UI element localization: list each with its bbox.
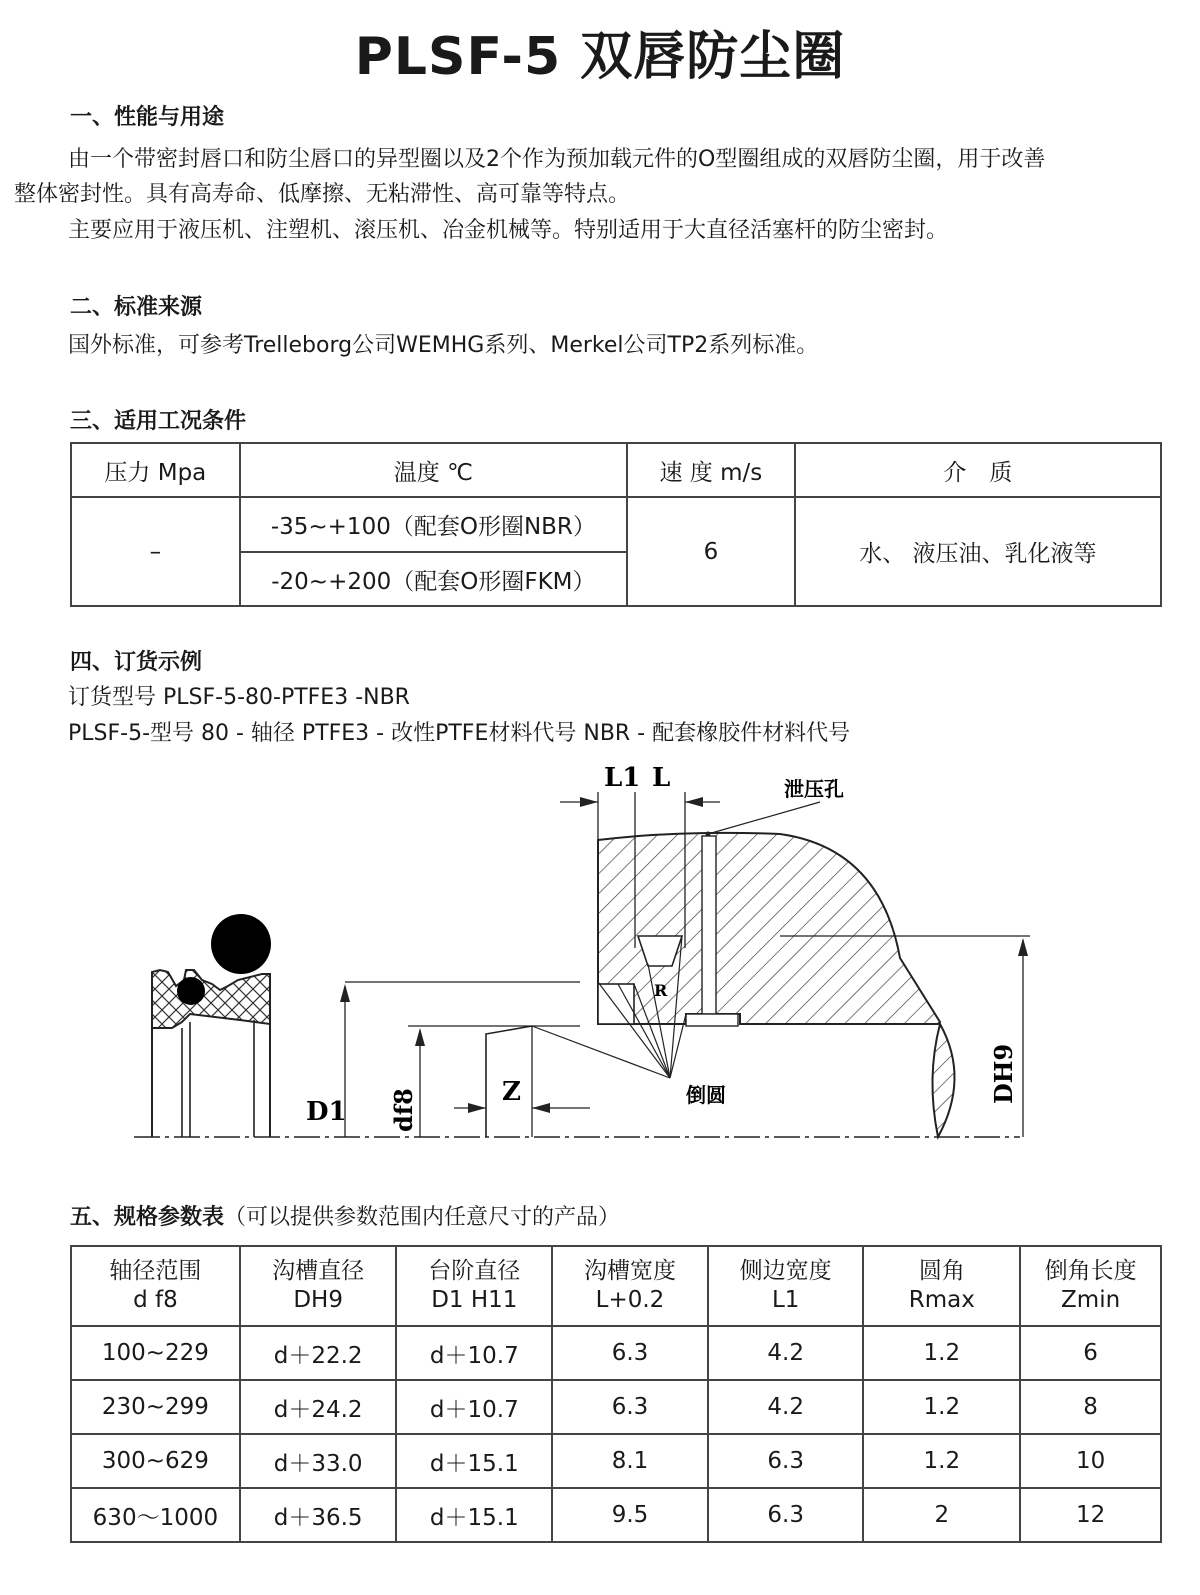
temperature-nbr: -35~+100（配套O形圈NBR） xyxy=(240,497,627,552)
table-cell: d＋15.1 xyxy=(396,1434,552,1488)
table-cell: 1.2 xyxy=(863,1434,1020,1488)
seal-profile xyxy=(152,914,271,1137)
label-chamfer: 倒圆 xyxy=(686,1083,726,1107)
table-cell: 630～1000 xyxy=(71,1488,240,1542)
table-cell: 1.2 xyxy=(863,1380,1020,1434)
table-cell: 4.2 xyxy=(708,1380,864,1434)
table-cell: d＋10.7 xyxy=(396,1380,552,1434)
table-row xyxy=(71,1326,1161,1380)
spec-col-header xyxy=(396,1246,552,1326)
spec-table xyxy=(70,1245,1162,1543)
table-cell: 230~299 xyxy=(71,1380,240,1434)
section5-note: （可以提供参数范围内任意尺寸的产品） xyxy=(224,1205,621,1230)
spec-col-header-line1: 圆角 xyxy=(918,1258,965,1284)
table-cell: 100~229 xyxy=(71,1326,240,1380)
medium-value: 水、 液压油、乳化液等 xyxy=(795,497,1161,606)
table-row xyxy=(71,1434,1161,1488)
conditions-table xyxy=(70,442,1162,607)
section5-heading xyxy=(70,1200,620,1231)
spec-col-header-line1: 台阶直径 xyxy=(428,1258,521,1284)
col-header-medium: 介 质 xyxy=(795,443,1161,497)
spec-col-header-line2: D1 H11 xyxy=(431,1287,518,1313)
table-cell: 8 xyxy=(1020,1380,1161,1434)
pressure-value: – xyxy=(71,497,240,606)
table-cell: d＋22.2 xyxy=(240,1326,397,1380)
table-cell: 4.2 xyxy=(708,1326,864,1380)
spec-col-header xyxy=(552,1246,708,1326)
o-ring-small xyxy=(177,977,205,1005)
section1-para1-line1: 由一个带密封唇口和防尘唇口的异型圈以及2个作为预加载元件的O型圈组成的双唇防尘圈，用于改善 xyxy=(68,147,1046,172)
section3-heading: 三、适用工况条件 xyxy=(70,409,247,434)
spec-col-header-line2: Zmin xyxy=(1061,1287,1121,1313)
section5-title: 五、规格参数表 xyxy=(70,1205,225,1230)
order-example-line2: PLSF-5-型号 80 - 轴径 PTFE3 - 改性PTFE材料代号 NBR - 配套橡胶件材料代号 xyxy=(68,721,851,746)
spec-col-header-line1: 倒角长度 xyxy=(1044,1258,1137,1284)
spec-col-header-line2: L+0.2 xyxy=(595,1287,665,1313)
col-header-speed: 速 度 m/s xyxy=(627,443,795,497)
page-title: PLSF-5 双唇防尘圈 xyxy=(354,27,846,87)
spec-col-header xyxy=(240,1246,397,1326)
table-cell: 300~629 xyxy=(71,1434,240,1488)
spec-col-header-line2: L1 xyxy=(771,1287,800,1313)
table-cell: 1.2 xyxy=(863,1326,1020,1380)
table-cell: d＋33.0 xyxy=(240,1434,397,1488)
table-cell: 6.3 xyxy=(708,1488,864,1542)
table-cell: d＋10.7 xyxy=(396,1326,552,1380)
spec-col-header-line2: DH9 xyxy=(293,1287,343,1313)
label-df8: df8 xyxy=(389,1088,418,1132)
spec-col-header-line1: 沟槽直径 xyxy=(272,1258,365,1284)
section1-heading: 一、性能与用途 xyxy=(70,105,225,130)
table-cell: 9.5 xyxy=(552,1488,708,1542)
label-DH9: DH9 xyxy=(989,1043,1018,1104)
label-L1: L1 xyxy=(604,763,641,793)
table-cell: 10 xyxy=(1020,1434,1161,1488)
table-cell: 6.3 xyxy=(708,1434,864,1488)
section4-heading: 四、订货示例 xyxy=(70,650,203,675)
section1-para1-line2: 整体密封性。具有高寿命、低摩擦、无粘滞性、高可靠等特点。 xyxy=(14,182,631,207)
table-row xyxy=(71,1488,1161,1542)
spec-col-header xyxy=(71,1246,240,1326)
section2-heading: 二、标准来源 xyxy=(70,295,203,320)
spec-col-header-line1: 侧边宽度 xyxy=(739,1258,832,1284)
table-cell: d＋24.2 xyxy=(240,1380,397,1434)
spec-col-header-line2: Rmax xyxy=(908,1287,975,1313)
temperature-fkm: -20~+200（配套O形圈FKM） xyxy=(240,552,627,606)
col-header-temperature: 温度 ℃ xyxy=(240,443,627,497)
label-D1: D1 xyxy=(306,1097,347,1127)
spec-col-header xyxy=(1020,1246,1161,1326)
table-row xyxy=(71,1380,1161,1434)
table-cell: 12 xyxy=(1020,1488,1161,1542)
speed-value: 6 xyxy=(627,497,795,606)
table-cell: 6 xyxy=(1020,1326,1161,1380)
section1-para2: 主要应用于液压机、注塑机、滚压机、冶金机械等。特别适用于大直径活塞杆的防尘密封。 xyxy=(68,218,949,243)
label-L: L xyxy=(652,763,671,793)
table-cell: d＋36.5 xyxy=(240,1488,397,1542)
section2-text: 国外标准，可参考Trelleborg公司WEMHG系列、Merkel公司TP2系列标准。 xyxy=(68,333,819,358)
spec-col-header-line1: 沟槽宽度 xyxy=(584,1258,676,1284)
order-example-line1: 订货型号 PLSF-5-80-PTFE3 -NBR xyxy=(68,685,410,710)
label-R: R xyxy=(654,981,668,1000)
label-vent: 泄压孔 xyxy=(784,777,844,801)
col-header-pressure: 压力 Mpa xyxy=(71,443,240,497)
table-cell: 2 xyxy=(863,1488,1020,1542)
spec-col-header xyxy=(708,1246,864,1326)
o-ring-large xyxy=(211,914,271,974)
table-cell: d＋15.1 xyxy=(396,1488,552,1542)
spec-col-header xyxy=(863,1246,1020,1326)
table-cell: 8.1 xyxy=(552,1434,708,1488)
seal-cross-section-diagram xyxy=(120,758,1040,1153)
table-cell: 6.3 xyxy=(552,1380,708,1434)
table-cell: 6.3 xyxy=(552,1326,708,1380)
label-Z: Z xyxy=(502,1077,521,1107)
spec-col-header-line2: d f8 xyxy=(133,1287,178,1313)
spec-col-header-line1: 轴径范围 xyxy=(109,1258,202,1284)
